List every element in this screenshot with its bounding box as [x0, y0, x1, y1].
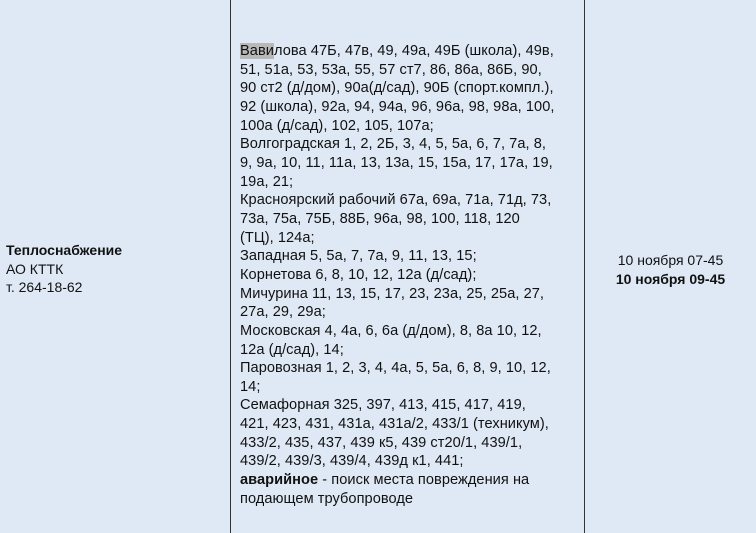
address-line: Семафорная 325, 397, 413, 415, 417, 419,	[240, 397, 526, 414]
service-cell	[0, 0, 230, 533]
outage-note: аварийное - поиск места повреждения на	[240, 472, 530, 489]
address-line: Мичурина 11, 13, 15, 17, 23, 23а, 25, 25а, 27,	[240, 285, 545, 302]
outage-end: 10 ноября 09-45	[615, 270, 726, 287]
address-line: Московская 4, 4а, 6, 6а (д/дом), 8, 8а 10, 12,	[240, 322, 542, 339]
address-line: 90 ст2 (д/дом), 90а(д/сад), 90Б (спорт.компл.),	[240, 80, 554, 97]
address-line: 100а (д/сад), 102, 105, 107а;	[240, 117, 434, 134]
address-line: Красноярский рабочий 67а, 69а, 71а, 71д, 73,	[240, 192, 552, 209]
address-list	[240, 42, 584, 508]
address-line: 421, 423, 431, 431а, 431а/2, 433/1 (техникум),	[240, 416, 549, 433]
service-name: Теплоснабжение	[6, 242, 123, 258]
outage-time	[585, 251, 756, 288]
address-line: Западная 5, 5а, 7, 7а, 9, 11, 13, 15;	[240, 248, 477, 265]
address-line: Волгоградская 1, 2, 2Б, 3, 4, 5, 5а, 6, 7, 7а, 8,	[240, 136, 546, 153]
time-cell	[585, 0, 756, 533]
address-line: Паровозная 1, 2, 3, 4, 4а, 5, 5а, 6, 8, 9, 10, 12,	[240, 360, 551, 377]
address-line: Корнетова 6, 8, 10, 12, 12а (д/сад);	[240, 266, 477, 283]
service-info	[6, 241, 122, 297]
address-line: 433/2, 435, 437, 439 к5, 439 ст20/1, 439/1,	[240, 434, 523, 451]
outage-type: аварийное	[240, 472, 319, 489]
address-line: 92 (школа), 92а, 94, 94а, 96, 96а, 98, 98а, 100,	[240, 98, 555, 115]
service-phone: т. 264-18-62	[6, 279, 83, 295]
address-line: 9, 9а, 10, 11, 11а, 13, 13а, 15, 15а, 17, 17а, 19,	[240, 154, 553, 171]
outage-note-cont: подающем трубопроводе	[240, 490, 414, 507]
service-org: АО КТТК	[6, 260, 64, 277]
address-line: 14;	[240, 378, 261, 395]
address-line: Вавилова 47Б, 47в, 49, 49а, 49Б (школа), 49в,	[240, 43, 554, 59]
address-line: 73а, 75а, 75Б, 88Б, 96а, 98, 100, 118, 120	[240, 210, 520, 227]
highlighted-text: Вави	[240, 43, 274, 59]
address-line: (ТЦ), 124а;	[240, 229, 315, 246]
address-line: 12а (д/сад), 14;	[240, 341, 344, 358]
addresses-cell	[230, 0, 585, 533]
outage-start: 10 ноября 07-45	[617, 252, 724, 268]
address-line: 19а, 21;	[240, 173, 294, 190]
address-line: 51, 51а, 53, 53а, 55, 57 ст7, 86, 86а, 86Б, 90,	[240, 61, 542, 78]
address-line: 439/2, 439/3, 439/4, 439д к1, 441;	[240, 453, 464, 470]
address-line: 27а, 29, 29а;	[240, 304, 326, 321]
